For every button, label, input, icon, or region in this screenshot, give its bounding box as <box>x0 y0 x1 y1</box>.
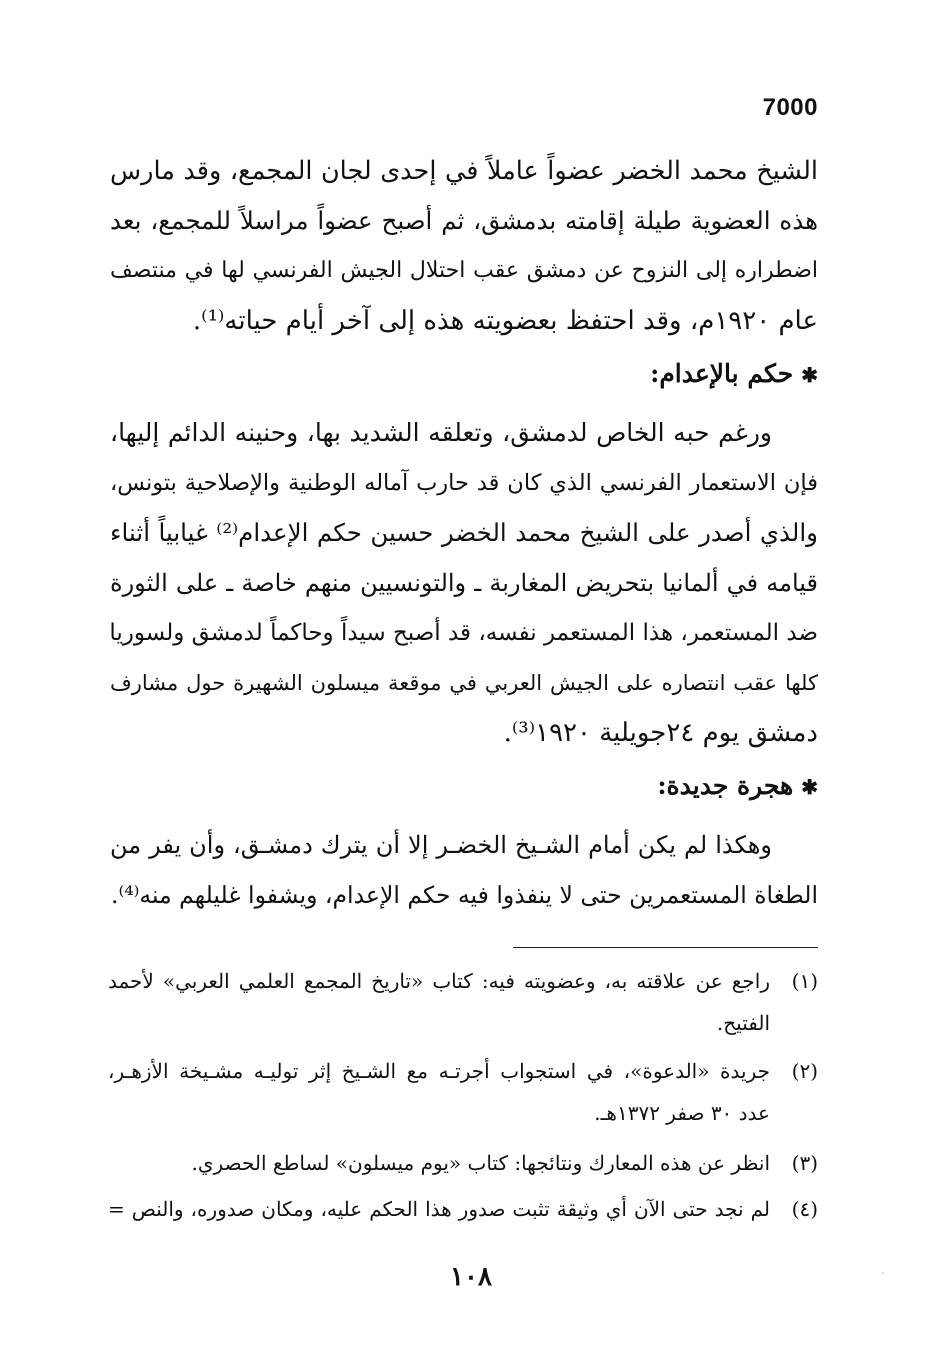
body-line: قيامه في ألمانيا بتحريض المغاربة ـ والتونسيين منهم خاصة ـ على الثورة <box>110 569 818 597</box>
footnote-3 <box>108 1142 818 1184</box>
footnote-4 <box>108 1188 818 1230</box>
body-line: ورغم حبه الخاص لدمشق، وتعلقه الشديد بها، وحنينه الدائم إليها، <box>110 418 772 447</box>
footnote-divider <box>513 947 818 948</box>
footnote-line: عدد ٣٠ صفر ١٣٧٢هـ. <box>594 1101 770 1125</box>
footnote-2 <box>108 1050 818 1134</box>
asterisk-bullet-icon: ✱ <box>801 363 818 387</box>
footnote-1 <box>108 960 818 1044</box>
body-line: فإن الاستعمار الفرنسي الذي كان قد حارب آماله الوطنية والإصلاحية بتونس، <box>110 470 818 496</box>
body-line: ضد المستعمر، هذا المستعمر نفسه، قد أصبح سيداً وحاكماً لدمشق ولسوريا <box>109 620 818 646</box>
footnote-number: (٣) <box>791 1151 818 1175</box>
body-line: كلها عقب انتصاره على الجيش العربي في موقعة ميسلون الشهيرة حول مشارف <box>110 671 818 695</box>
body-line: دمشق يوم ٢٤جويلية ١٩٢٠⁽³⁾. <box>503 718 818 748</box>
body-line: الطغاة المستعمرين حتى لا ينفذوا فيه حكم الإعدام، ويشفوا غليلهم منه⁽⁴⁾. <box>110 881 818 909</box>
scan-speck <box>882 1272 884 1274</box>
footnote-line: الفتيح. <box>716 1011 770 1035</box>
body-line: عام ١٩٢٠م، وقد احتفظ بعضويته هذه إلى آخر أيام حياته⁽¹⁾. <box>192 306 818 336</box>
body-line: اضطراره إلى النزوح عن دمشق عقب احتلال الجيش الفرنسي لها في منتصف <box>110 258 818 283</box>
asterisk-bullet-icon: ✱ <box>801 775 818 799</box>
footnote-line: لم نجد حتى الآن أي وثيقة تثبت صدور هذا الحكم عليه، ومكان صدوره، والنص = <box>108 1197 770 1221</box>
section-heading-text: حكم بالإعدام: <box>650 359 794 388</box>
footnote-line: راجع عن علاقته به، وعضويته فيه: كتاب «تاريخ المجمع العلمي العربي» لأحمد <box>108 969 770 993</box>
footnote-line: جريدة «الدعوة»، في استجواب أجرتـه مع الشـيخ إثر توليـه مشـيخة الأزهـر، <box>108 1059 770 1083</box>
page-code: 7000 <box>762 94 818 121</box>
footnote-number: (٢) <box>791 1059 818 1083</box>
section-heading-new-migration <box>657 764 818 808</box>
section-heading-text: هجرة جديدة: <box>657 771 794 800</box>
footnote-line: انظر عن هذه المعارك ونتائجها: كتاب «يوم ميسلون» لساطع الحصري. <box>191 1151 770 1175</box>
body-line: هذه العضوية طيلة إقامته بدمشق، ثم أصبح عضواً مراسلاً للمجمع، بعد <box>110 206 818 235</box>
page-number: ١٠٨ <box>450 1262 492 1292</box>
footnote-number: (١) <box>791 969 818 993</box>
body-line: الشيخ محمد الخضر عضواً عاملاً في إحدى لجان المجمع، وقد مارس <box>110 156 818 186</box>
body-line: وهكذا لم يكن أمام الشـيخ الخضـر إلا أن يترك دمشـق، وأن يفر من <box>110 831 772 859</box>
section-heading-death-sentence <box>650 352 818 396</box>
body-line: والذي أصدر على الشيخ محمد الخضر حسين حكم الإعدام⁽²⁾ غيابياً أثناء <box>110 518 818 547</box>
footnote-number: (٤) <box>791 1197 818 1221</box>
